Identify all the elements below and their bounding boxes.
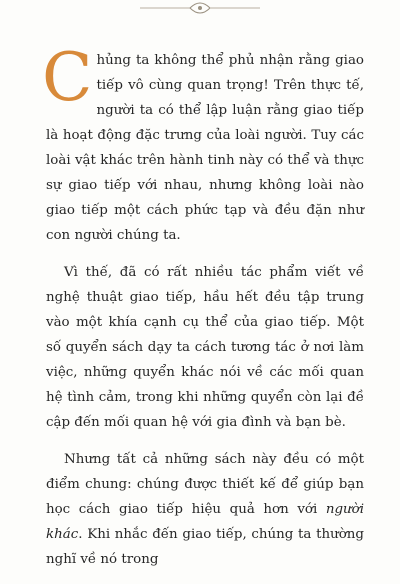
top-ornament	[0, 0, 400, 18]
paragraph-2: Vì thế, đã có rất nhiều tác phẩm viết về nghệ thuật giao tiếp, hầu hết đều tập trung vào một khía cạnh cụ thể của giao tiếp. Một số quyển sách dạy ta cách tương tác ở nơi làm việc, những quyển khác nói về các mối quan hệ tình cảm, trong khi những quyển còn lại đề cập đến mối quan hệ với gia đình và bạn bè.	[46, 265, 364, 430]
dropcap: C	[42, 39, 93, 116]
paragraph-3-text-b: . Khi nhắc đến giao tiếp, chúng ta thường nghĩ về nó trong	[46, 527, 364, 567]
paragraph-1	[42, 39, 364, 248]
paragraph-3-italic: người khác	[46, 502, 364, 542]
page-text	[42, 39, 364, 584]
paragraph-3-text-a: Nhưng tất cả những sách này đều có một điểm chung: chúng được thiết kế để giúp bạn học cách giao tiếp hiệu quả hơn với	[46, 452, 364, 517]
paragraph-1-text: hủng ta không thể phủ nhận rằng giao tiếp vô cùng quan trọng! Trên thực tế, người ta có thể lập luận rằng giao tiếp là hoạt động đặc trưng của loài người. Tuy các loài vật khác trên hành tinh này có thể và thực sự giao tiếp với nhau, nhưng không loài nào giao tiếp một cách phức tạp và đều đặn như con người chúng ta.	[46, 53, 364, 243]
paragraph-3	[46, 447, 364, 572]
